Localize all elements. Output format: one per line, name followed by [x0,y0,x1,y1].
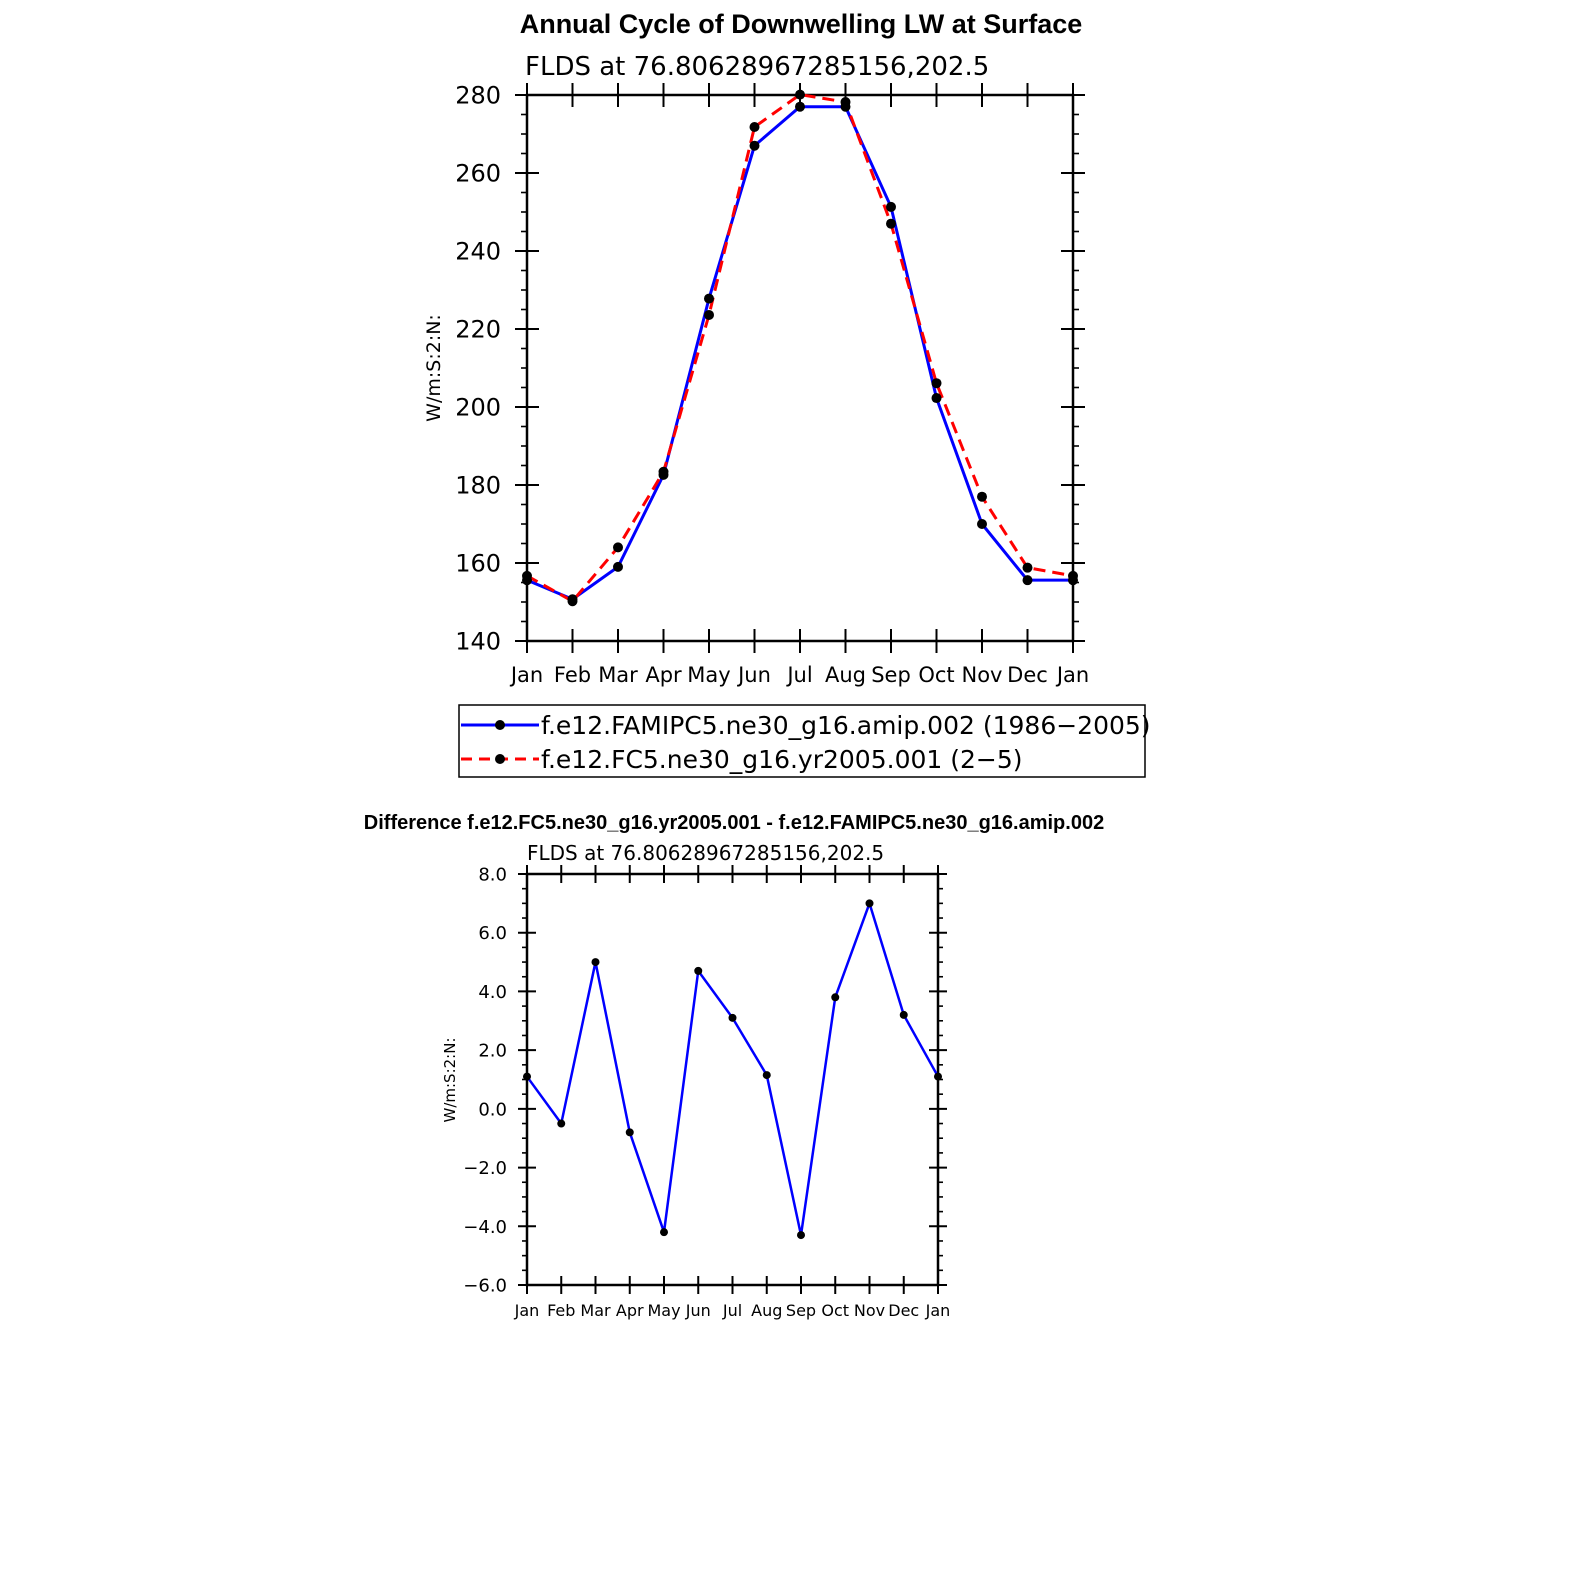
data-point [704,294,714,304]
legend-entry-1: f.e12.FAMIPC5.ne30_g16.amip.002 (1986−2005) [541,711,1151,740]
y-tick-label: −6.0 [463,1275,507,1297]
chart-subtitle: FLDS at 76.80628967285156,202.5 [527,841,885,865]
x-tick-label: Jan [925,1301,951,1320]
x-tick-label: Sep [785,1301,817,1320]
data-point [750,122,760,132]
plot-frame [527,874,938,1285]
legend [459,705,1151,777]
x-tick-label: Oct [918,663,955,687]
data-point [659,467,669,477]
y-tick-label: 4.0 [478,981,507,1003]
y-tick-label: 160 [455,549,501,578]
y-tick-label: 140 [455,627,501,656]
y-tick-label: 280 [455,81,501,110]
series-line-1 [527,903,938,1235]
data-point [1023,563,1033,573]
plot-area [463,864,950,1320]
legend-entry-2: f.e12.FC5.ne30_g16.yr2005.001 (2−5) [541,745,1023,774]
data-point [900,1011,908,1019]
x-tick-label: Nov [961,663,1003,687]
y-tick-label: −4.0 [463,1216,507,1238]
x-tick-label: Nov [853,1301,886,1320]
x-tick-label: Aug [824,663,867,687]
data-point [797,1231,805,1239]
data-point [763,1071,771,1079]
y-tick-label: 260 [455,159,501,188]
x-tick-label: May [647,1301,681,1320]
y-tick-label: 8.0 [478,864,507,886]
plot-area [455,82,1089,687]
x-tick-label: Apr [615,1301,644,1320]
data-point [932,378,942,388]
data-point [522,571,532,581]
chart-subtitle: FLDS at 76.80628967285156,202.5 [525,52,990,82]
data-point [523,1073,531,1081]
data-point [795,102,805,112]
data-point [886,202,896,212]
data-point [729,1014,737,1022]
x-tick-label: Apr [645,663,682,687]
y-tick-label: 180 [455,471,501,500]
data-point [934,1073,942,1081]
y-tick-label: 240 [455,237,501,266]
y-tick-label: 0.0 [478,1099,507,1121]
y-axis-label: W/m:S:2:N: [441,1037,459,1123]
annual-cycle-chart [423,9,1151,777]
data-point [660,1228,668,1236]
difference-chart [364,812,1104,1320]
x-tick-label: Jan [510,663,544,687]
data-point [1023,575,1033,585]
data-point [694,967,702,975]
y-tick-label: 200 [455,393,501,422]
x-tick-label: Sep [871,663,911,687]
x-tick-label: Dec [1007,663,1048,687]
data-point [557,1120,565,1128]
data-point [613,562,623,572]
x-tick-label: Jun [738,663,771,687]
chart-title: Difference f.e12.FC5.ne30_g16.yr2005.001 - f.e12.FAMIPC5.ne30_g16.amip.002 [363,812,1105,834]
y-axis-label: W/m:S:2:N: [423,314,445,422]
data-point [977,492,987,502]
x-tick-label: Mar [580,1301,611,1320]
x-tick-label: Jul [787,663,813,687]
y-tick-label: −2.0 [463,1158,507,1180]
data-point [626,1128,634,1136]
chart-title: Annual Cycle of Downwelling LW at Surface [519,9,1083,39]
x-tick-label: Feb [547,1301,576,1320]
data-point [568,596,578,606]
x-tick-label: Aug [751,1301,783,1320]
data-point [750,141,760,151]
data-point [795,90,805,100]
x-tick-label: Feb [553,663,592,687]
data-point [1068,571,1078,581]
series-line-2 [527,95,1073,602]
x-tick-label: Mar [598,663,638,687]
data-point [886,219,896,229]
y-tick-label: 2.0 [478,1040,507,1062]
data-point [831,993,839,1001]
data-point [841,97,851,107]
legend-swatch-marker [495,720,505,730]
x-tick-label: Jun [685,1301,711,1320]
plot-frame [527,95,1073,641]
data-point [704,310,714,320]
y-tick-label: 6.0 [478,923,507,945]
x-tick-label: Dec [888,1301,920,1320]
x-tick-label: Jan [1056,663,1090,687]
x-tick-label: May [687,663,731,687]
data-point [592,958,600,966]
y-tick-label: 220 [455,315,501,344]
x-tick-label: Jan [514,1301,540,1320]
series-line-1 [527,107,1073,600]
data-point [932,393,942,403]
legend-swatch-marker [495,754,505,764]
x-tick-label: Oct [821,1301,850,1320]
data-point [977,519,987,529]
data-point [613,542,623,552]
data-point [866,899,874,907]
x-tick-label: Jul [722,1301,743,1320]
